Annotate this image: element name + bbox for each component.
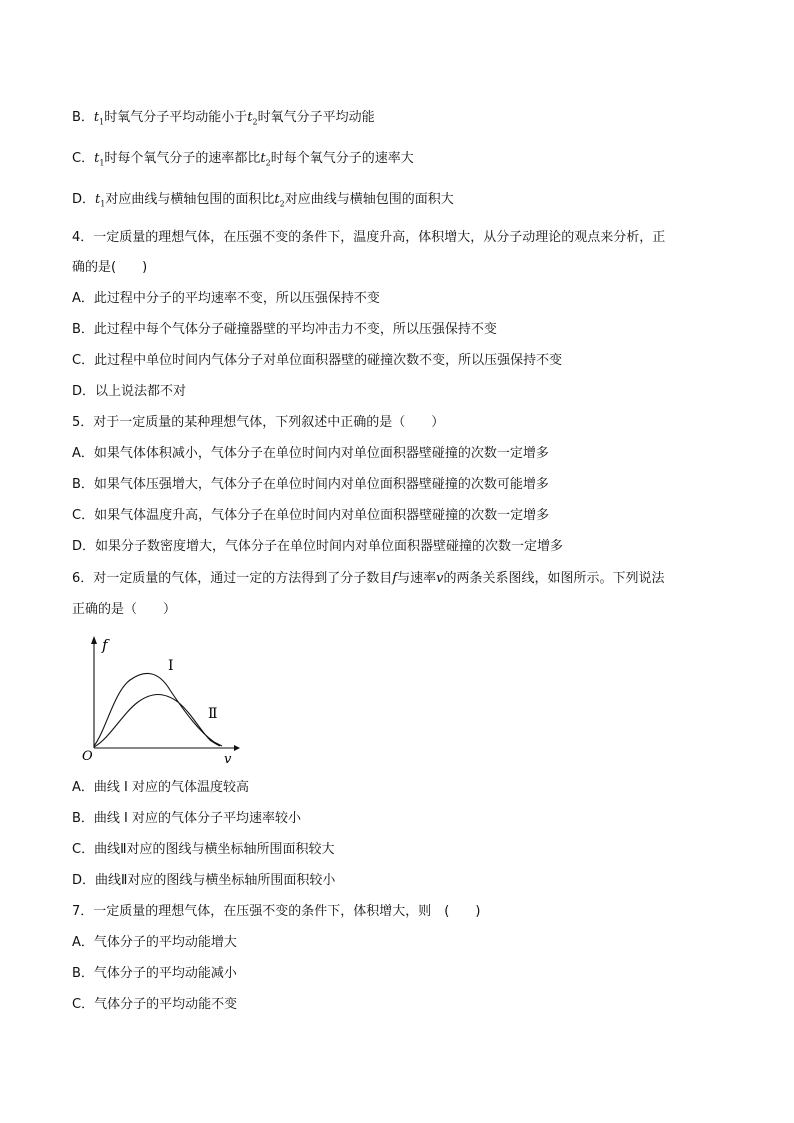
q3-option-c: C．$t_1$时每个氧气分子的速率都比$t_2$时每个氧气分子的速率大 [72, 151, 414, 168]
q6-option-d: D．曲线Ⅱ对应的图线与横坐标轴所围面积较小 [72, 873, 336, 888]
q7-option-c: C．气体分子的平均动能不变 [72, 997, 238, 1012]
q7-stem: 7．一定质量的理想气体，在压强不变的条件下，体积增大，则 ( ) [72, 904, 481, 919]
speed-distribution-figure [82, 630, 242, 766]
q4-stem-line2: 确的是( ) [72, 260, 148, 275]
q4-stem-line1: 4．一定质量的理想气体，在压强不变的条件下，温度升高，体积增大，从分子动理论的观点来分析，正 [72, 230, 666, 245]
q3-option-b: B．$t_1$时氧气分子平均动能小于$t_2$时氧气分子平均动能 [72, 110, 375, 127]
q6-option-c: C．曲线Ⅱ对应的图线与横坐标轴所围面积较大 [72, 842, 335, 857]
curve-1-label: I [168, 658, 174, 674]
q5-option-a: A．如果气体体积减小，气体分子在单位时间内对单位面积器壁碰撞的次数一定增多 [72, 446, 549, 461]
time-symbol: $t_1$ [94, 151, 105, 168]
origin-label: O [82, 749, 93, 764]
option-label: B． [72, 110, 94, 125]
v-symbol: v [436, 571, 444, 586]
y-axis-arrow-icon [91, 636, 97, 644]
x-axis-arrow-icon [234, 745, 240, 751]
y-axis-label: f [102, 636, 108, 654]
curve-1 [94, 673, 222, 746]
curve-2-label: Ⅱ [208, 706, 218, 722]
q7-option-b: B．气体分子的平均动能减小 [72, 966, 237, 981]
f-symbol: f [392, 571, 398, 586]
q6-option-b: B．曲线 I 对应的气体分子平均速率较小 [72, 811, 302, 826]
q4-option-b: B．此过程中每个气体分子碰撞器壁的平均冲击力不变，所以压强保持不变 [72, 322, 497, 337]
time-symbol: $t_2$ [260, 151, 271, 168]
q4-option-d: D．以上说法都不对 [72, 384, 187, 399]
q6-stem-line2: 正确的是（ ） [72, 602, 177, 617]
x-axis-label: v [224, 752, 232, 766]
time-symbol: $t_1$ [95, 192, 106, 209]
time-symbol: $t_1$ [93, 110, 105, 127]
q6-option-a: A．曲线 I 对应的气体温度较高 [72, 780, 249, 795]
q5-option-c: C．如果气体温度升高，气体分子在单位时间内对单位面积器壁碰撞的次数一定增多 [72, 508, 550, 523]
time-symbol: $t_2$ [247, 110, 258, 127]
q3-option-d: D．$t_1$对应曲线与横轴包围的面积比$t_2$对应曲线与横轴包围的面积大 [72, 192, 454, 209]
q6-stem-line1: 6．对一定质量的气体，通过一定的方法得到了分子数目f与速率v的两条关系图线，如图所示。下列说法 [72, 571, 665, 586]
q4-option-c: C．此过程中单位时间内气体分子对单位面积器壁的碰撞次数不变，所以压强保持不变 [72, 353, 563, 368]
curve-2 [94, 695, 220, 748]
q5-stem: 5．对于一定质量的某种理想气体，下列叙述中正确的是（ ） [72, 415, 445, 430]
q7-option-a: A．气体分子的平均动能增大 [72, 935, 237, 950]
q5-option-b: B．如果气体压强增大，气体分子在单位时间内对单位面积器壁碰撞的次数可能增多 [72, 477, 549, 492]
time-symbol: $t_2$ [274, 192, 285, 209]
q5-option-d: D．如果分子数密度增大，气体分子在单位时间内对单位面积器壁碰撞的次数一定增多 [72, 539, 564, 554]
q4-option-a: A．此过程中分子的平均速率不变，所以压强保持不变 [72, 291, 380, 306]
